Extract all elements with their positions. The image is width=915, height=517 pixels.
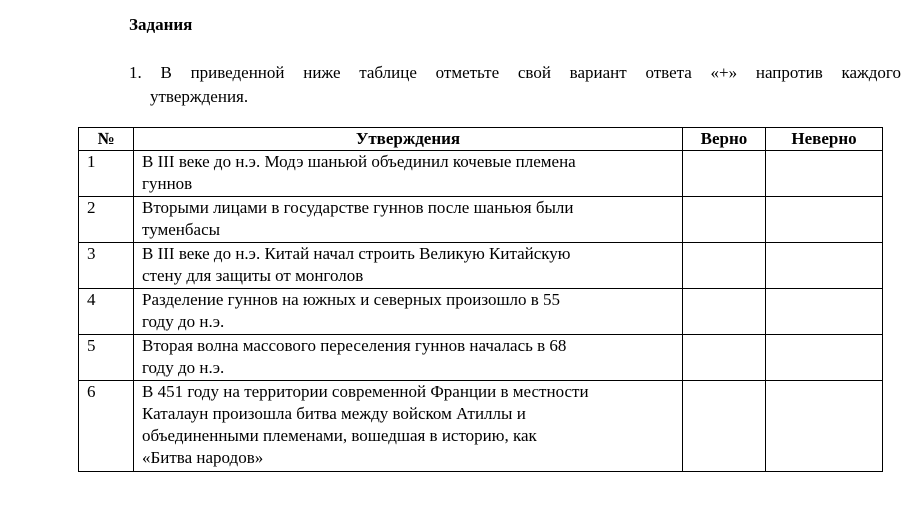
header-statements: Утверждения bbox=[134, 128, 683, 151]
task-word: отметьте bbox=[435, 63, 500, 82]
row-number: 4 bbox=[79, 289, 134, 335]
row-number: 6 bbox=[79, 381, 134, 472]
section-heading: Задания bbox=[129, 15, 193, 34]
row-number: 2 bbox=[79, 197, 134, 243]
statement-cell bbox=[134, 289, 683, 335]
answer-true-cell[interactable] bbox=[683, 243, 766, 289]
task-word: вариант bbox=[569, 63, 627, 82]
answer-false-cell[interactable] bbox=[766, 335, 883, 381]
answer-true-cell[interactable] bbox=[683, 381, 766, 472]
task-word: 1. bbox=[129, 63, 142, 82]
statement-cell bbox=[134, 151, 683, 197]
task-1-line1 bbox=[129, 61, 901, 85]
answer-false-cell[interactable] bbox=[766, 151, 883, 197]
task-word: ниже bbox=[303, 63, 341, 82]
header-false: Неверно bbox=[766, 128, 883, 151]
statement-line: объединенными племенами, вошедшая в историю, как bbox=[142, 426, 537, 445]
statement-line: туменбасы bbox=[142, 220, 221, 239]
task-1-line2: утверждения. bbox=[150, 87, 249, 106]
row-number: 1 bbox=[79, 151, 134, 197]
statement-line: Вторыми лицами в государстве гуннов после шаньюя были bbox=[142, 198, 574, 217]
answer-true-cell[interactable] bbox=[683, 197, 766, 243]
table-row bbox=[79, 381, 883, 472]
table-header-row bbox=[79, 128, 883, 151]
answer-true-cell[interactable] bbox=[683, 335, 766, 381]
statement-cell bbox=[134, 381, 683, 472]
row-number: 3 bbox=[79, 243, 134, 289]
table-row bbox=[79, 335, 883, 381]
answer-true-cell[interactable] bbox=[683, 151, 766, 197]
header-number: № bbox=[79, 128, 134, 151]
table-row bbox=[79, 289, 883, 335]
task-word: ответа bbox=[645, 63, 692, 82]
answer-false-cell[interactable] bbox=[766, 381, 883, 472]
statement-cell bbox=[134, 243, 683, 289]
statement-line: году до н.э. bbox=[142, 312, 225, 331]
task-word: «+» bbox=[710, 63, 738, 82]
statement-line: В 451 году на территории современной Франции в местности bbox=[142, 382, 589, 401]
statement-line: гуннов bbox=[142, 174, 193, 193]
table-row bbox=[79, 151, 883, 197]
statement-line: году до н.э. bbox=[142, 358, 225, 377]
answer-false-cell[interactable] bbox=[766, 197, 883, 243]
task-word: свой bbox=[517, 63, 551, 82]
statement-line: Вторая волна массового переселения гуннов началась в 68 bbox=[142, 336, 567, 355]
answer-false-cell[interactable] bbox=[766, 243, 883, 289]
statement-line: В III веке до н.э. Китай начал строить Великую Китайскую bbox=[142, 244, 571, 263]
task-word: приведенной bbox=[190, 63, 285, 82]
task-word: каждого bbox=[841, 63, 901, 82]
header-true: Верно bbox=[683, 128, 766, 151]
row-number: 5 bbox=[79, 335, 134, 381]
statement-cell bbox=[134, 335, 683, 381]
statement-cell bbox=[134, 197, 683, 243]
statement-line: Разделение гуннов на южных и северных произошло в 55 bbox=[142, 290, 561, 309]
answer-false-cell[interactable] bbox=[766, 289, 883, 335]
table-row bbox=[79, 243, 883, 289]
task-word: таблице bbox=[359, 63, 417, 82]
statement-line: В III веке до н.э. Модэ шаньюй объединил кочевые племена bbox=[142, 152, 576, 171]
statements-table bbox=[78, 127, 883, 472]
statement-line: Каталаун произошла битва между войском Атиллы и bbox=[142, 404, 526, 423]
statement-line: «Битва народов» bbox=[142, 448, 264, 467]
task-1 bbox=[129, 61, 901, 109]
table-row bbox=[79, 197, 883, 243]
task-word: В bbox=[160, 63, 172, 82]
answer-true-cell[interactable] bbox=[683, 289, 766, 335]
task-word: напротив bbox=[755, 63, 823, 82]
statement-line: стену для защиты от монголов bbox=[142, 266, 364, 285]
